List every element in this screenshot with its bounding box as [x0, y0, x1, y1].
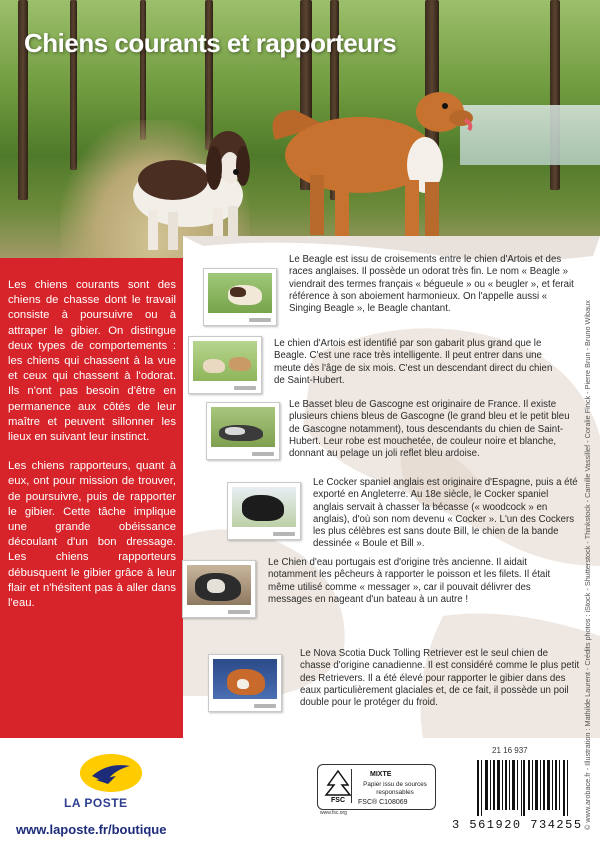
cocker-stamp — [227, 482, 301, 540]
lake — [460, 105, 600, 165]
fsc-mixte: MIXTE — [370, 771, 392, 778]
dog-description: Le Nova Scotia Duck Tolling Retriever est le seul chien de chasse d'origine canadienne. Il est considéré comme le plus petit des Retrievers. Il a été élevé pour rapporter le gibier dans des eaux particulièrement glaciales et, de ce fait, il possède un poil double pour le protéger du froid. — [300, 648, 580, 709]
basset-stamp — [206, 402, 280, 460]
fsc-tree-icon — [324, 769, 352, 803]
stamp-value-mark — [252, 452, 274, 456]
dog-description: Le Chien d'eau portugais est d'origine très ancienne. Il aidait notamment les pêcheurs à rapporter le poisson et les filets. Il était même utilisé comme « messager », car il pouvait délivrer des messages en nageant d'un bateau à un autre ! — [268, 557, 551, 605]
fsc-site: www.fsc.org — [320, 810, 347, 816]
stamp-value-mark — [254, 704, 276, 708]
stamp-value-mark — [249, 318, 271, 322]
tolling-retriever-illustration — [265, 70, 475, 250]
barcode — [477, 760, 569, 816]
intro-paragraph: Les chiens rapporteurs, quant à eux, ont pour mission de trouver, de poursuivre, puis de rapporter le gibier. Cette tâche implique une grande obéissance découlant d'un bon dressage. Les chiens rapporteurs débusquent le gibier grâce à leur flair et n'hésitent pas à aller dans l'eau. — [8, 460, 176, 610]
intro-text — [8, 278, 176, 625]
artois-stamp — [188, 336, 262, 394]
dog-description: Le Beagle est issu de croisements entre le chien d'Artois et des races anglaises. Il possède un odorat très fin. Le nom « Beagle » viendrait des termes français « bégueule » ou « beugler », et ferait référence à son aboiement harmonieux. On l'appelle aussi « Singing Beagle », le Beagle chantant. — [289, 254, 574, 315]
stamp-value-mark — [234, 386, 256, 390]
tolling-retriever-stamp — [208, 654, 282, 712]
svg-text:FSC: FSC — [331, 797, 345, 803]
dog-description: Le Cocker spaniel anglais est originaire d'Espagne, puis a été exporté en Angleterre. Au 18e siècle, le Cocker spaniel anglais servait à chasser la bécasse (« woodcock » en anglais), d'où son nom devenu « Cocker ». L'un des Cockers les plus célèbres est sans doute Bill, le chien de la bande dessinée « Boule et Bill ». — [313, 477, 578, 550]
fsc-subtitle: Papier issu de sources responsables — [363, 781, 427, 796]
page-title: Chiens courants et rapporteurs — [24, 28, 397, 58]
fsc-label — [317, 764, 436, 810]
stamp-value-mark — [228, 610, 250, 614]
dog-description: Le Basset bleu de Gascogne est originaire de France. Il existe plusieurs chiens bleus de Gascogne (le grand bleu et le petit bleu de Gascogne notamment), tous descendants du chien de Saint-Hubert. Leur robe est mouchetée, de couleur noire et blanche, donnant au pelage un joli reflet bleu ardoise. — [289, 399, 570, 460]
hero-forest-scene — [0, 0, 600, 260]
credits — [583, 300, 595, 830]
barcode-number: 3 561920 734255 — [452, 818, 583, 832]
dog-description: Le chien d'Artois est identifié par son gabarit plus grand que le Beagle. C'est une race très intelligente. Il peut entrer dans une meute dès l'âge de six mois. C'est un descendant direct du chien de Saint-Hubert. — [274, 338, 553, 386]
shop-url[interactable]: www.laposte.fr/boutique — [16, 822, 167, 837]
laposte-logo-text: LA POSTE — [64, 796, 128, 810]
bird-icon — [80, 754, 142, 792]
reference-number: 21 16 937 — [492, 746, 528, 755]
intro-paragraph: Les chiens courants sont des chiens de chasse dont le travail consiste à poursuivre ou à attraper le gibier. On distingue deux types de comportements : les chiens qui chassent à la vue et ceux qui chassent à l'odorat. Ils n'ont pas besoin d'être en permanence aux côtés de leur maître et peuvent sillonner les lieux en suivant leur instinct. — [8, 279, 176, 444]
laposte-logo — [80, 754, 142, 792]
portuguese-water-dog-stamp — [182, 560, 256, 618]
stamp-value-mark — [273, 532, 295, 536]
fsc-code: FSC® C108069 — [358, 799, 408, 806]
beagle-stamp — [203, 268, 277, 326]
credits-text: © www.arobace.fr - Illustration : Mathilde Laurent - Crédits photos : iStock - Shutterstock - Thinkstock - Camille Vassillef - Coralie Finck - Pierre Brun - Bruno Wibaux — [583, 300, 592, 830]
